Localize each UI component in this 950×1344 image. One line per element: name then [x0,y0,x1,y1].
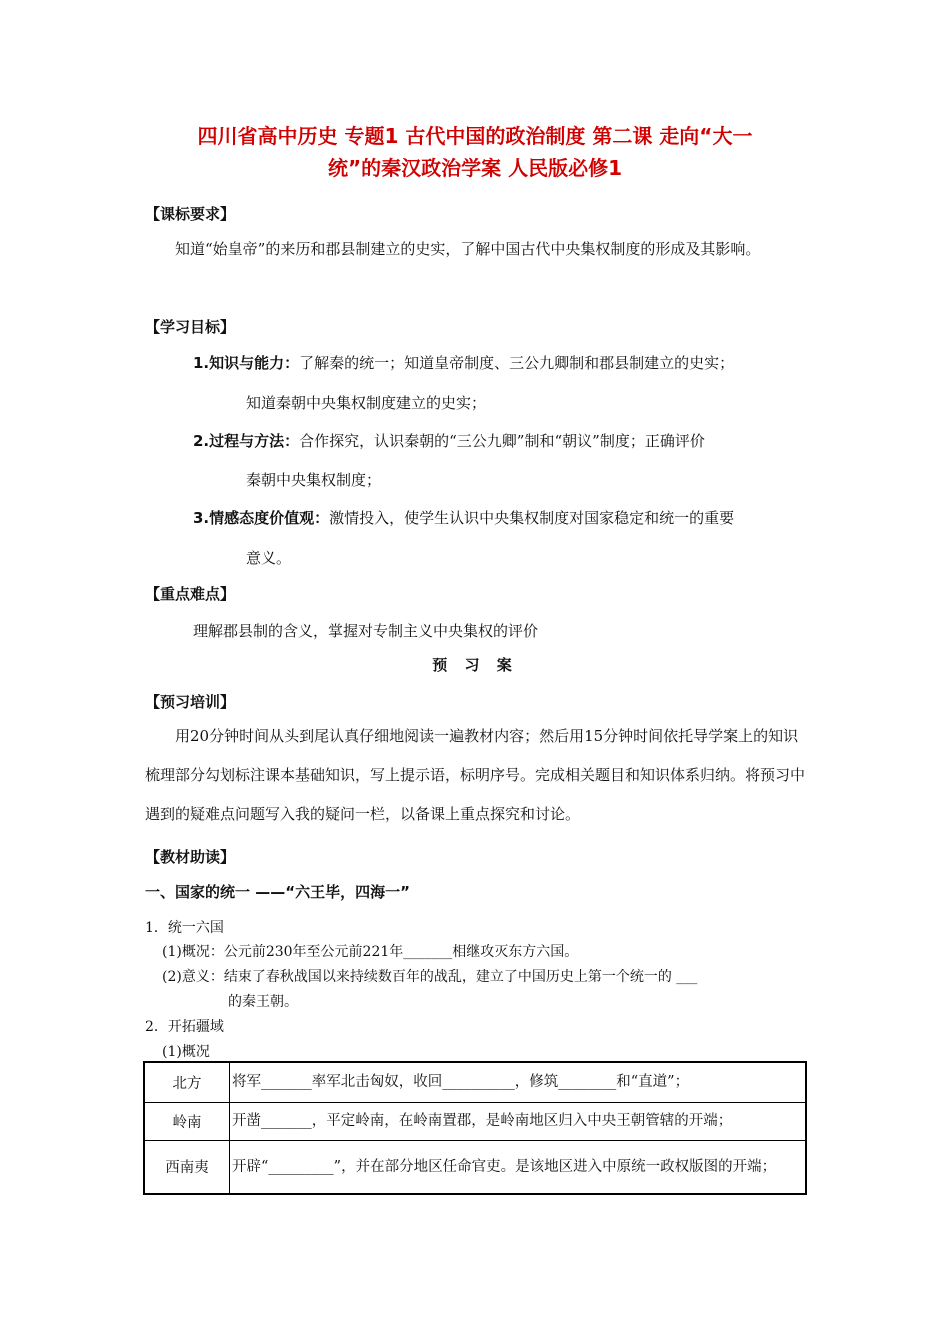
sub-1a: (1)概况：公元前230年至公元前221年_______相继攻灭东方六国。 [162,944,579,960]
region-cell: 西南夷 [144,1140,230,1194]
goal-2-label: 2.过程与方法： [193,432,300,450]
part-1-title: 一、国家的统一 ——“六王毕，四海一” [145,883,410,901]
goal-1-line-2: 知道秦朝中央集权制度建立的史实； [246,394,487,412]
table-row [144,1140,806,1194]
title-line-2: 统”的秦汉政治学案 人民版必修1 [327,156,623,180]
goal-2-text: 合作探究，认识秦朝的“三公九卿”制和“朝议”制度；正确评价 [299,432,705,450]
region-cell: 岭南 [144,1102,230,1140]
territory-table [143,1061,807,1195]
heading-zhudu: 【教材助读】 [145,848,236,866]
goal-3-line-2: 意义。 [246,549,292,567]
goal-1-line-1 [193,352,734,373]
title-line-1: 四川省高中历史 专题1 古代中国的政治制度 第二课 走向“大一 [197,124,753,148]
content-cell: 开凿_______，平定岭南，在岭南置郡，是岭南地区归入中央王朝管辖的开端； [230,1102,807,1140]
goal-2-line-2: 秦朝中央集权制度； [246,471,382,489]
goal-2-line-1 [193,430,705,451]
document-title [120,120,830,184]
zhongdian-text: 理解郡县制的含义，掌握对专制主义中央集权的评价 [193,622,539,640]
content-cell: 将军_______率军北击匈奴，收回__________，修筑________和“直道”； [230,1062,807,1102]
sub-2-title: 2．开拓疆域 [145,1019,224,1035]
goal-3-label: 3.情感态度价值观： [193,509,330,527]
sub-1-title: 1．统一六国 [145,920,224,936]
heading-zhongdian: 【重点难点】 [145,585,236,603]
kebiao-text: 知道“始皇帝”的来历和郡县制建立的史实，了解中国古代中央集权制度的形成及其影响。 [175,240,761,258]
sub-2a: (1)概况 [162,1044,210,1060]
sub-1b-line-1: (2)意义：结束了春秋战国以来持续数百年的战乱，建立了中国历史上第一个统一的 ___ [162,969,698,985]
goal-3-line-1 [193,507,734,528]
yuxi-section-title: 预 习 案 [432,656,518,674]
region-cell: 北方 [144,1062,230,1102]
goal-3-text: 激情投入，使学生认识中央集权制度对国家稳定和统一的重要 [329,509,735,527]
goal-1-label: 1.知识与能力： [193,354,300,372]
goal-1-text: 了解秦的统一；知道皇帝制度、三公九卿制和郡县制建立的史实； [299,354,735,372]
table-row [144,1062,806,1102]
table-row [144,1102,806,1140]
heading-peixun: 【预习培训】 [145,693,236,711]
heading-mubiao: 【学习目标】 [145,318,236,336]
peixun-text: 用20分钟时间从头到尾认真仔细地阅读一遍教材内容；然后用15分钟时间依托导学案上的知识梳理部分勾划标注课本基础知识，写上提示语，标明序号。完成相关题目和知识体系归纳。将预习中遇到的疑难点问题写入我的疑问一栏，以备课上重点探究和讨论。 [145,727,806,823]
heading-kebiao: 【课标要求】 [145,205,236,223]
sub-1b-line-2: 的秦王朝。 [228,994,298,1010]
content-cell: 开辟“_________”，并在部分地区任命官吏。是该地区进入中原统一政权版图的开端； [230,1140,807,1194]
